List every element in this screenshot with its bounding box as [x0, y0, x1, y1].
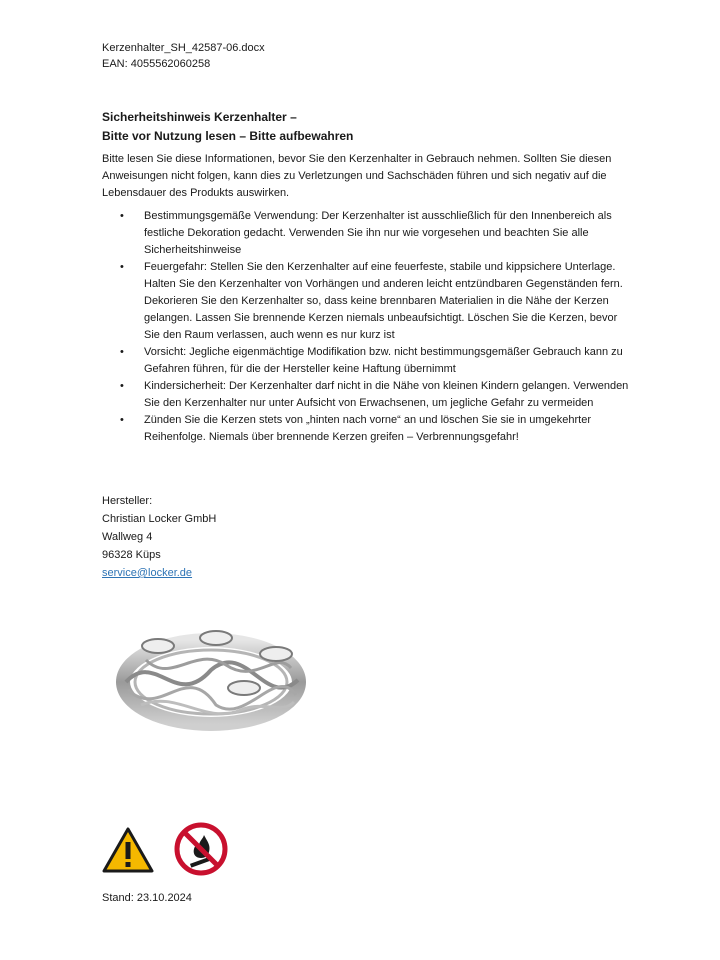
- manufacturer-label: Hersteller:: [102, 495, 153, 507]
- manufacturer-city: 96328 Küps: [102, 549, 161, 561]
- ean-number: EAN: 4055562060258: [102, 58, 211, 70]
- email-link[interactable]: service@locker.de: [102, 567, 193, 579]
- list-item: [102, 208, 632, 259]
- bullet-icon: •: [120, 380, 124, 392]
- warning-triangle-icon: [102, 826, 154, 874]
- intro-paragraph: Bitte lesen Sie diese Informationen, bevor Sie den Kerzenhalter in Gebrauch nehmen. Sollten Sie diesen Anweisungen nicht folgen, kann dies zu Verletzungen und Sachschäden führen und sich negativ auf die Lebensdauer des Produkts auswirken.: [102, 153, 612, 199]
- document-meta: [102, 40, 265, 72]
- list-item: [102, 259, 632, 344]
- bullet-icon: •: [120, 261, 124, 273]
- list-item-text: Kindersicherheit: Der Kerzenhalter darf nicht in die Nähe von kleinen Kindern gelangen. Verwenden Sie den Kerzenhalter nur unter Aufsicht von Erwachsenen, um jegliche Gefahr zu vermeiden: [144, 380, 629, 409]
- list-item-text: Vorsicht: Jegliche eigenmächtige Modifikation bzw. nicht bestimmungsgemäßer Gebrauch kann zu Gefahren führen, für die der Hersteller keine Haftung übernimmt: [144, 346, 623, 375]
- list-item: [102, 344, 632, 378]
- manufacturer-company: Christian Locker GmbH: [102, 513, 217, 525]
- list-item-text: Feuergefahr: Stellen Sie den Kerzenhalter auf eine feuerfeste, stabile und kippsichere Unterlage. Halten Sie den Kerzenhalter von Vorhängen und anderen leicht entzündbaren Gegenständen fern. Dekorieren Sie den Kerzenhalter so, dass keine brennbaren Materialien in die Nähe der Kerzen gelangen. Lassen Sie brennende Kerzen niemals unbeaufsichtigt. Löschen Sie die Kerzen, bevor Sie den Raum verlassen, auch wenn es nur kurz ist: [144, 261, 623, 341]
- page-title: [102, 108, 353, 146]
- list-item: [102, 412, 632, 446]
- bullet-icon: •: [120, 414, 124, 426]
- stand-date: Stand: 23.10.2024: [102, 892, 192, 904]
- candle-wreath-image: [116, 610, 306, 740]
- list-item-text: Zünden Sie die Kerzen stets von „hinten nach vorne“ an und löschen Sie sie in umgekehrter Reihenfolge. Niemals über brennende Kerzen greifen – Verbrennungsgefahr!: [144, 414, 591, 443]
- bullet-icon: •: [120, 346, 124, 358]
- no-open-flame-icon: [174, 822, 228, 876]
- manufacturer-street: Wallweg 4: [102, 531, 153, 543]
- bullet-icon: •: [120, 210, 124, 222]
- filename: Kerzenhalter_SH_42587-06.docx: [102, 42, 265, 54]
- safety-list: [102, 208, 632, 446]
- list-item-text: Bestimmungsgemäße Verwendung: Der Kerzenhalter ist ausschließlich für den Innenbereich als festliche Dekoration gedacht. Verwenden Sie ihn nur wie vorgesehen und beachten Sie alle Sicherheitshinweise: [144, 210, 612, 256]
- title-line-2: Bitte vor Nutzung lesen – Bitte aufbewahren: [102, 129, 354, 143]
- title-line-1: Sicherheitshinweis Kerzenhalter –: [102, 110, 297, 124]
- list-item: [102, 378, 632, 412]
- manufacturer-block: [102, 492, 216, 582]
